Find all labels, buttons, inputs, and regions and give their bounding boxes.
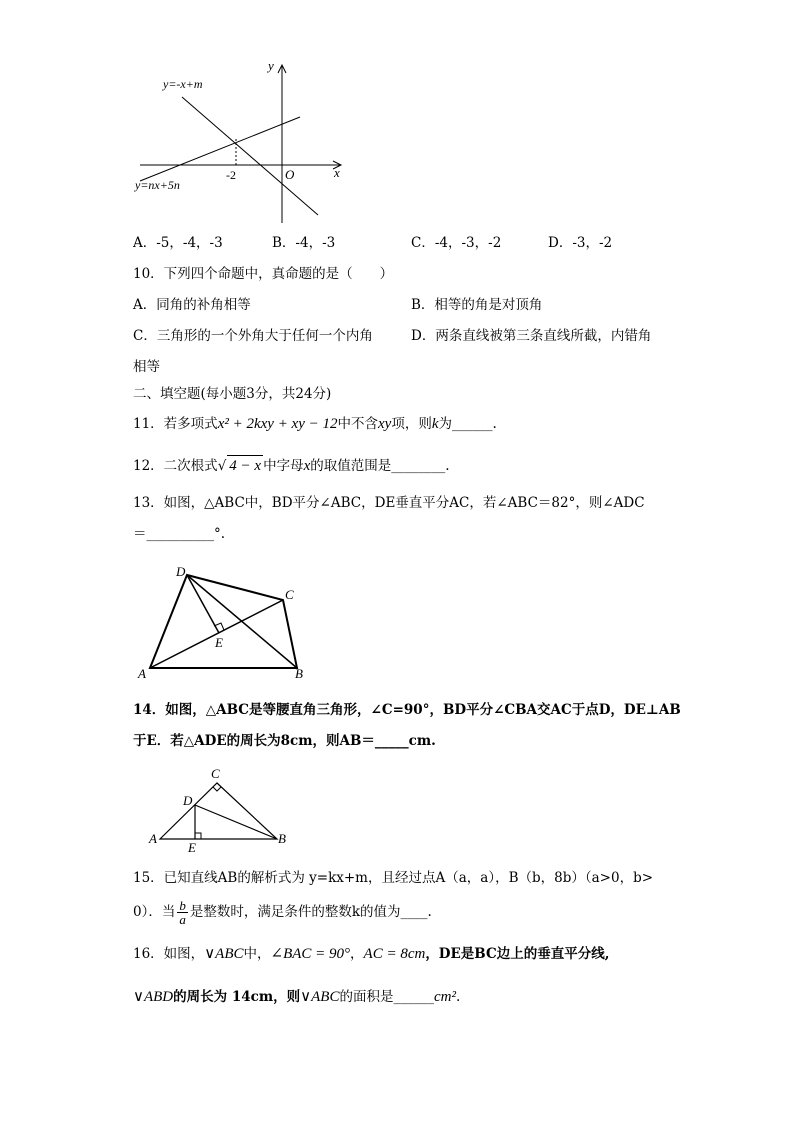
q15-line2 bbox=[133, 899, 432, 926]
q10-option-c: C．三角形的一个外角大于任何一个内角 bbox=[133, 328, 373, 344]
q16-triangle-abc: ∨ABC bbox=[204, 946, 244, 962]
segment-DE bbox=[187, 575, 219, 633]
triangle-ABC bbox=[160, 783, 277, 839]
q11-suffix: 为______. bbox=[438, 416, 497, 432]
label-C: C bbox=[285, 587, 294, 602]
q16-line1-pre: 16．如图， bbox=[133, 946, 205, 962]
q10-option-d: D．两条直线被第三条直线所截，内错角 bbox=[411, 328, 652, 344]
q10-option-d-continued: 相等 bbox=[133, 359, 160, 375]
label-A: A bbox=[149, 831, 157, 846]
q11-var: k bbox=[431, 416, 439, 432]
q9-coordinate-figure bbox=[130, 55, 350, 230]
q11-prefix: 11．若多项式 bbox=[133, 416, 218, 432]
q16-end: . bbox=[455, 989, 461, 1005]
right-angle-E bbox=[195, 833, 201, 839]
q15-fraction-denominator: a bbox=[179, 912, 186, 927]
q15-line1: 15．已知直线AB的解析式为 y=kx+m，且经过点A（a，a），B（b，8b）（a>0，b> bbox=[133, 870, 654, 886]
label-B: B bbox=[295, 666, 303, 681]
diagonal-AC bbox=[150, 600, 283, 668]
label-E: E bbox=[215, 635, 223, 650]
q10-option-a: A．同角的补角相等 bbox=[133, 297, 251, 313]
q16-unit: cm² bbox=[433, 989, 456, 1005]
q16-triangle-abd: ∨ABD bbox=[133, 989, 174, 1005]
tick-label-neg2: -2 bbox=[226, 168, 236, 182]
q12-radical-sign: √ bbox=[217, 458, 227, 474]
q16-line1-mid: 中， bbox=[243, 946, 271, 962]
q16-ac: AC = 8cm bbox=[363, 946, 426, 962]
label-A: A bbox=[138, 666, 146, 681]
q16-line2 bbox=[133, 987, 460, 1007]
q16-sep: ， bbox=[350, 946, 364, 962]
q14-line1: 14．如图，△ABC是等腰直角三角形，∠C=90°，BD平分∠CBA交AC于点D，DE⊥AB bbox=[133, 702, 681, 718]
q16-line2-mid: 的周长为 14cm，则 bbox=[173, 989, 301, 1005]
q9-option-b: B．-4，-3 bbox=[272, 235, 336, 251]
right-angle-C bbox=[213, 787, 221, 791]
q11-expression: x² + 2kxy + xy − 12 bbox=[217, 416, 338, 432]
label-B: B bbox=[278, 831, 286, 846]
q14-line2: 于E．若△ADE的周长为8cm，则AB＝_____cm. bbox=[133, 733, 436, 749]
q14-figure bbox=[143, 765, 288, 855]
q13-line1: 13．如图，△ABC中，BD平分∠ABC，DE垂直平分AC，若∠ABC＝82°，则∠ADC bbox=[133, 495, 645, 511]
q10-option-b: B．相等的角是对顶角 bbox=[411, 297, 543, 313]
q12-mid: 中字母 bbox=[263, 458, 304, 474]
q11-term: xy bbox=[378, 416, 392, 432]
line-y-nx-plus-5n bbox=[140, 117, 300, 181]
section-heading: 二、填空题(每小题3分，共24分) bbox=[133, 386, 332, 402]
label-D: D bbox=[176, 564, 186, 579]
q11 bbox=[133, 414, 497, 434]
q15-fraction bbox=[177, 899, 188, 926]
q11-mid: 中不含 bbox=[337, 416, 378, 432]
line1-label: y=-x+m bbox=[163, 77, 203, 91]
q12-radicand: 4 − x bbox=[227, 455, 263, 476]
label-C: C bbox=[211, 766, 220, 781]
q16-line1-post: ，DE是BC边上的垂直平分线, bbox=[425, 946, 610, 962]
q12-suffix: 的取值范围是________. bbox=[310, 458, 450, 474]
q12-prefix: 12．二次根式 bbox=[133, 458, 218, 474]
x-axis-label: x bbox=[334, 165, 340, 180]
q15-fraction-numerator: b bbox=[179, 898, 186, 913]
q11-mid2: 项，则 bbox=[391, 416, 432, 432]
origin-label: O bbox=[285, 167, 295, 182]
line2-label: y=nx+5n bbox=[135, 178, 180, 192]
q9-option-d: D．-3，-2 bbox=[548, 235, 613, 251]
q16-angle: ∠BAC = 90° bbox=[270, 946, 351, 962]
q9-option-a: A．-5，-4，-3 bbox=[133, 235, 223, 251]
q12 bbox=[133, 455, 450, 476]
q12-var: x bbox=[303, 458, 311, 474]
segment-DB bbox=[195, 805, 277, 839]
q16-line1 bbox=[133, 944, 609, 964]
q10-stem: 10．下列四个命题中，真命题的是（ ） bbox=[133, 266, 394, 282]
q15-line2-post: 是整数时，满足条件的整数k的值为____. bbox=[189, 904, 432, 920]
q16-line2-post: 的面积是______ bbox=[339, 989, 434, 1005]
q13-figure bbox=[135, 560, 315, 685]
quadrilateral-ADCB bbox=[150, 575, 297, 668]
q9-option-c: C．-4，-3，-2 bbox=[411, 235, 502, 251]
label-D: D bbox=[183, 793, 193, 808]
y-axis-label: y bbox=[268, 58, 274, 73]
q16-triangle-abc-2: ∨ABC bbox=[300, 989, 340, 1005]
label-E: E bbox=[188, 840, 196, 855]
q15-line2-pre: 0）．当 bbox=[133, 904, 176, 920]
q13-line2: ＝__________°. bbox=[133, 526, 226, 542]
